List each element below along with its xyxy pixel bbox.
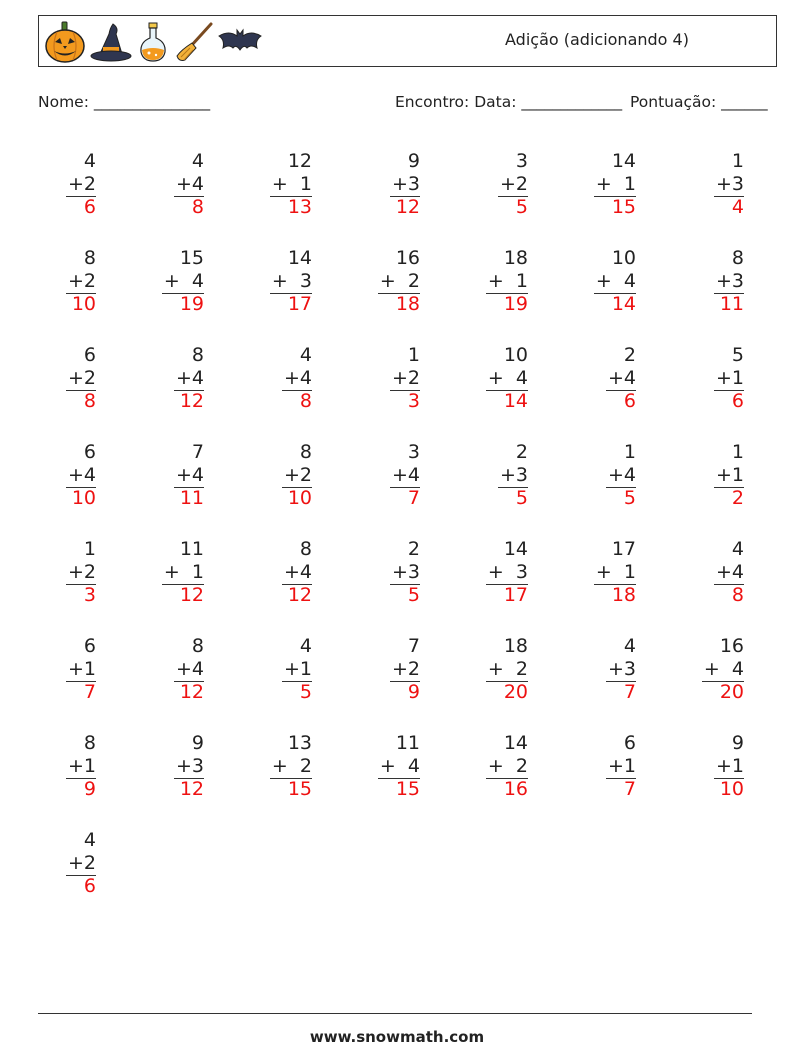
answer: 17	[287, 293, 312, 315]
addition-problem	[134, 732, 204, 806]
addend-bottom: + 1	[163, 561, 204, 583]
answer: 8	[191, 196, 204, 218]
addition-problem	[458, 441, 528, 515]
addend-bottom: + 4	[487, 367, 528, 389]
addend-bottom: +4	[175, 367, 204, 389]
addend-bottom: +3	[391, 561, 420, 583]
addend-top: 1	[623, 441, 636, 463]
answer: 10	[71, 293, 96, 315]
addition-problem	[350, 441, 420, 515]
addend-bottom: +2	[67, 561, 96, 583]
addend-top: 6	[83, 441, 96, 463]
answer: 7	[623, 681, 636, 703]
addition-problem	[566, 247, 636, 321]
addend-bottom: + 4	[595, 270, 636, 292]
addend-bottom: +3	[607, 658, 636, 680]
addend-top: 2	[407, 538, 420, 560]
addend-bottom: +3	[175, 755, 204, 777]
addend-top: 16	[395, 247, 420, 269]
addend-top: 11	[395, 732, 420, 754]
answer: 18	[611, 584, 636, 606]
addend-top: 14	[503, 732, 528, 754]
addend-bottom: +2	[67, 270, 96, 292]
addend-top: 4	[83, 829, 96, 851]
addend-top: 17	[611, 538, 636, 560]
addend-bottom: +2	[391, 367, 420, 389]
addition-problem	[350, 732, 420, 806]
addition-problem	[242, 344, 312, 418]
addend-top: 1	[731, 150, 744, 172]
addend-bottom: + 2	[379, 270, 420, 292]
score-field-label: Pontuação: ______	[630, 93, 768, 111]
answer: 10	[71, 487, 96, 509]
addend-bottom: +1	[67, 755, 96, 777]
answer: 11	[179, 487, 204, 509]
answer: 7	[407, 487, 420, 509]
date-field-label: Encontro: Data: _____________	[395, 93, 623, 111]
addition-problem	[134, 150, 204, 224]
addition-problem	[458, 344, 528, 418]
addend-top: 11	[179, 538, 204, 560]
addition-problem	[566, 344, 636, 418]
addend-bottom: +4	[175, 464, 204, 486]
addend-bottom: +4	[715, 561, 744, 583]
answer: 14	[611, 293, 636, 315]
addend-bottom: +4	[607, 367, 636, 389]
answer: 12	[395, 196, 420, 218]
addend-bottom: +1	[67, 658, 96, 680]
addend-bottom: +1	[283, 658, 312, 680]
addition-problem	[674, 441, 744, 515]
addend-top: 3	[515, 150, 528, 172]
answer: 11	[719, 293, 744, 315]
addition-problem	[674, 635, 744, 709]
addition-problem	[458, 150, 528, 224]
addend-bottom: +2	[67, 852, 96, 874]
addend-bottom: + 4	[163, 270, 204, 292]
addition-problem	[134, 441, 204, 515]
addend-top: 4	[83, 150, 96, 172]
addend-bottom: + 3	[271, 270, 312, 292]
addend-bottom: +2	[283, 464, 312, 486]
addend-bottom: +3	[715, 270, 744, 292]
answer: 12	[179, 778, 204, 800]
addend-bottom: +1	[715, 464, 744, 486]
addend-top: 9	[191, 732, 204, 754]
answer: 5	[407, 584, 420, 606]
answer: 8	[83, 390, 96, 412]
name-field-label: Nome: _______________	[38, 93, 211, 111]
addition-problem	[134, 538, 204, 612]
addition-problem	[458, 732, 528, 806]
answer: 3	[407, 390, 420, 412]
addend-top: 1	[731, 441, 744, 463]
answer: 9	[407, 681, 420, 703]
answer: 19	[179, 293, 204, 315]
addition-problem	[674, 344, 744, 418]
addend-top: 10	[611, 247, 636, 269]
answer: 8	[299, 390, 312, 412]
answer: 7	[623, 778, 636, 800]
addend-top: 5	[731, 344, 744, 366]
answer: 5	[515, 487, 528, 509]
addition-problem	[350, 344, 420, 418]
addend-bottom: +4	[283, 367, 312, 389]
addend-bottom: + 2	[271, 755, 312, 777]
addition-problem	[242, 732, 312, 806]
addition-problem	[566, 732, 636, 806]
addition-problem	[134, 344, 204, 418]
answer: 12	[179, 390, 204, 412]
addend-bottom: + 4	[703, 658, 744, 680]
answer: 20	[503, 681, 528, 703]
addition-problem	[26, 635, 96, 709]
addend-top: 4	[191, 150, 204, 172]
addition-problem	[674, 732, 744, 806]
addend-bottom: +2	[67, 173, 96, 195]
addend-top: 9	[407, 150, 420, 172]
answer: 6	[83, 196, 96, 218]
addition-problem	[458, 247, 528, 321]
addition-problem	[458, 635, 528, 709]
addend-top: 12	[287, 150, 312, 172]
addition-problem	[242, 150, 312, 224]
addend-bottom: +2	[391, 658, 420, 680]
addend-top: 8	[191, 344, 204, 366]
addend-bottom: +4	[67, 464, 96, 486]
answer: 19	[503, 293, 528, 315]
answer: 20	[719, 681, 744, 703]
addition-problem	[134, 247, 204, 321]
addend-top: 13	[287, 732, 312, 754]
answer: 17	[503, 584, 528, 606]
addend-bottom: + 1	[487, 270, 528, 292]
addition-problem	[566, 635, 636, 709]
addend-top: 8	[191, 635, 204, 657]
addend-bottom: +4	[391, 464, 420, 486]
addend-bottom: + 3	[487, 561, 528, 583]
answer: 10	[719, 778, 744, 800]
answer: 12	[179, 584, 204, 606]
addend-top: 4	[623, 635, 636, 657]
addition-problem	[26, 538, 96, 612]
answer: 4	[731, 196, 744, 218]
addition-problem	[566, 150, 636, 224]
addition-problem	[674, 247, 744, 321]
addition-problem	[134, 635, 204, 709]
answer: 12	[179, 681, 204, 703]
addend-bottom: +4	[175, 658, 204, 680]
addend-top: 2	[515, 441, 528, 463]
addend-top: 14	[287, 247, 312, 269]
answer: 3	[83, 584, 96, 606]
addition-problem	[350, 538, 420, 612]
footer-site: www.snowmath.com	[309, 1028, 485, 1046]
answer: 15	[611, 196, 636, 218]
addend-top: 10	[503, 344, 528, 366]
addition-problem	[350, 635, 420, 709]
addition-problem	[26, 732, 96, 806]
addend-bottom: +3	[391, 173, 420, 195]
worksheet-title: Adição (adicionando 4)	[505, 30, 689, 49]
answer: 9	[83, 778, 96, 800]
addition-problem	[458, 538, 528, 612]
addend-bottom: +4	[283, 561, 312, 583]
addition-problem	[242, 247, 312, 321]
answer: 6	[731, 390, 744, 412]
addition-problem	[566, 441, 636, 515]
addend-bottom: +2	[67, 367, 96, 389]
addend-bottom: +2	[499, 173, 528, 195]
answer: 2	[731, 487, 744, 509]
addition-problem	[242, 441, 312, 515]
addition-problem	[242, 538, 312, 612]
addend-bottom: +1	[715, 367, 744, 389]
answer: 10	[287, 487, 312, 509]
answer: 7	[83, 681, 96, 703]
addend-top: 18	[503, 635, 528, 657]
addition-problem	[26, 829, 96, 903]
addend-top: 7	[407, 635, 420, 657]
addend-bottom: + 2	[487, 755, 528, 777]
addend-bottom: +1	[607, 755, 636, 777]
addend-top: 14	[503, 538, 528, 560]
addend-bottom: + 1	[595, 561, 636, 583]
addend-bottom: +4	[607, 464, 636, 486]
addition-problem	[26, 150, 96, 224]
addition-problem	[566, 538, 636, 612]
addend-top: 8	[731, 247, 744, 269]
addend-top: 15	[179, 247, 204, 269]
addend-bottom: +3	[499, 464, 528, 486]
addition-problem	[674, 538, 744, 612]
addition-problem	[26, 247, 96, 321]
answer: 13	[287, 196, 312, 218]
addend-top: 18	[503, 247, 528, 269]
addend-top: 8	[83, 247, 96, 269]
addend-top: 8	[299, 441, 312, 463]
addend-top: 14	[611, 150, 636, 172]
answer: 6	[623, 390, 636, 412]
addend-top: 4	[299, 344, 312, 366]
answer: 6	[83, 875, 96, 897]
answer: 8	[731, 584, 744, 606]
addend-top: 6	[623, 732, 636, 754]
addend-top: 1	[407, 344, 420, 366]
addend-bottom: +3	[715, 173, 744, 195]
answer: 15	[395, 778, 420, 800]
addend-top: 7	[191, 441, 204, 463]
answer: 16	[503, 778, 528, 800]
addition-problem	[26, 344, 96, 418]
answer: 12	[287, 584, 312, 606]
addend-top: 1	[83, 538, 96, 560]
footer-divider	[38, 1013, 752, 1014]
addend-top: 6	[83, 635, 96, 657]
addend-top: 16	[719, 635, 744, 657]
addition-problem	[26, 441, 96, 515]
addend-top: 3	[407, 441, 420, 463]
answer: 5	[299, 681, 312, 703]
addend-top: 8	[299, 538, 312, 560]
addend-top: 6	[83, 344, 96, 366]
addend-top: 2	[623, 344, 636, 366]
answer: 15	[287, 778, 312, 800]
answer: 5	[623, 487, 636, 509]
addend-top: 8	[83, 732, 96, 754]
addend-top: 9	[731, 732, 744, 754]
addend-bottom: + 1	[595, 173, 636, 195]
addition-problem	[350, 247, 420, 321]
addition-problem	[242, 635, 312, 709]
addend-bottom: + 1	[271, 173, 312, 195]
addend-top: 4	[731, 538, 744, 560]
addend-bottom: +1	[715, 755, 744, 777]
answer: 14	[503, 390, 528, 412]
addition-problem	[350, 150, 420, 224]
addend-top: 4	[299, 635, 312, 657]
addend-bottom: +4	[175, 173, 204, 195]
addition-problem	[674, 150, 744, 224]
addend-bottom: + 4	[379, 755, 420, 777]
answer: 5	[515, 196, 528, 218]
addend-bottom: + 2	[487, 658, 528, 680]
answer: 18	[395, 293, 420, 315]
